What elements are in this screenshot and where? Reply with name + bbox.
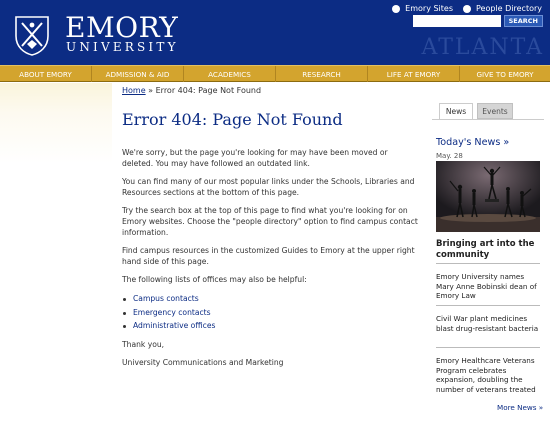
campus-contacts-link[interactable]: Campus contacts [133, 293, 199, 303]
list-item[interactable]: Civil War plant medicines blast drug-resistant bacteria [436, 305, 540, 347]
signature-text: University Communications and Marketing [122, 358, 284, 368]
breadcrumb [122, 86, 420, 96]
search-input[interactable] [413, 15, 501, 27]
news-list [436, 263, 540, 393]
tab-divider [432, 119, 544, 120]
nav-life-at-emory[interactable]: LIFE AT EMORY [368, 66, 460, 82]
nav-admission-aid[interactable]: ADMISSION & AID [92, 66, 184, 82]
radio-emory-sites[interactable] [392, 4, 453, 13]
nav-academics[interactable]: ACADEMICS [184, 66, 276, 82]
paragraph: We're sorry, but the page you're looking for may have been moved or deleted. You may have followed an outdated link. [122, 148, 388, 168]
radio-people-directory[interactable] [463, 4, 542, 13]
list-item [133, 308, 420, 319]
radio-label: Emory Sites [405, 4, 453, 13]
sidebar-tabs [439, 103, 513, 119]
site-header [0, 0, 550, 65]
main-nav [0, 65, 550, 82]
radio-icon [463, 5, 471, 13]
todays-news-link[interactable]: Today's News » [436, 137, 510, 148]
page-title: Error 404: Page Not Found [122, 110, 343, 129]
tab-events[interactable]: Events [477, 103, 513, 119]
breadcrumb-home-link[interactable]: Home [122, 86, 146, 95]
error-message-body [122, 148, 420, 369]
breadcrumb-current: Error 404: Page Not Found [155, 86, 262, 95]
featured-story-title[interactable]: Bringing art into the community [436, 239, 535, 261]
logo-emory[interactable]: EMORY [65, 11, 179, 44]
emory-shield-icon [15, 16, 49, 56]
office-links-list [133, 294, 420, 332]
administrative-offices-link[interactable]: Administrative offices [133, 321, 216, 331]
breadcrumb-separator: » [145, 86, 156, 95]
news-date: May. 28 [436, 152, 463, 160]
campus-label: ATLANTA [421, 35, 544, 60]
list-item[interactable]: Emory Healthcare Veterans Program celebrates expansion, doubling the number of veterans treated [436, 347, 540, 393]
nav-give-to-emory[interactable]: GIVE TO EMORY [476, 69, 534, 79]
dancers-image-icon [436, 161, 540, 232]
nav-research[interactable]: RESEARCH [276, 66, 368, 82]
search-bar [413, 15, 543, 27]
logo-university[interactable]: UNIVERSITY [66, 40, 179, 54]
tab-news[interactable]: News [439, 103, 473, 119]
paragraph: The following lists of offices may also be helpful: [122, 275, 307, 285]
search-button[interactable]: SEARCH [504, 15, 543, 27]
paragraph: Try the search box at the top of this page to find what you're looking for on Emory websites. Choose the "people directory" option to find campus contact information. [122, 206, 418, 237]
featured-news-photo[interactable] [436, 161, 540, 232]
emergency-contacts-link[interactable]: Emergency contacts [133, 307, 211, 317]
left-column-decor [0, 83, 112, 423]
more-news-link[interactable]: More News » [497, 403, 544, 412]
radio-label: People Directory [476, 4, 542, 13]
search-scope-options [382, 4, 542, 13]
radio-icon [392, 5, 400, 13]
list-item [133, 294, 420, 305]
paragraph: Find campus resources in the customized Guides to Emory at the upper right hand side of this page. [122, 246, 415, 266]
list-item [133, 321, 420, 332]
main-content [122, 86, 420, 377]
list-item[interactable]: Emory University names Mary Anne Bobinski dean of Emory Law [436, 263, 540, 305]
thanks-text: Thank you, [122, 339, 165, 349]
paragraph: You can find many of our most popular links under the Schools, Libraries and Resources sections at the bottom of this page. [122, 177, 415, 197]
nav-about-emory[interactable]: ABOUT EMORY [0, 66, 92, 82]
